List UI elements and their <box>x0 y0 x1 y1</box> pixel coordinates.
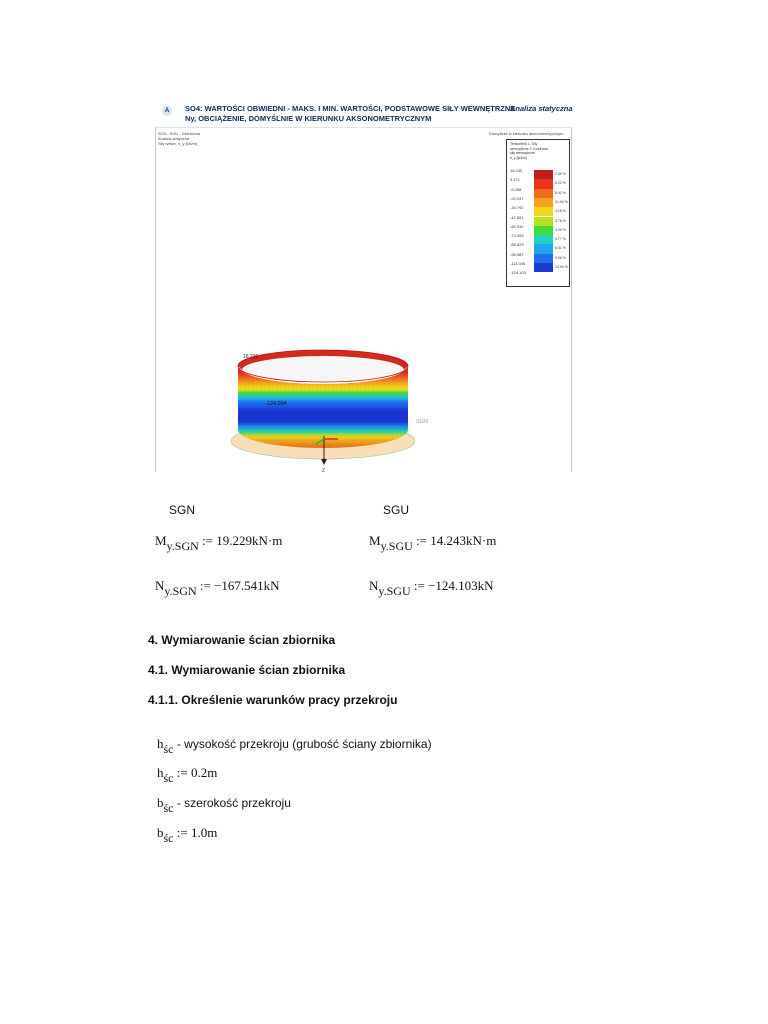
heading-4-1-1: 4.1.1. Określenie warunków pracy przekroju <box>148 693 398 707</box>
legend-color-swatch <box>534 179 553 188</box>
legend-color-swatch <box>534 244 553 253</box>
h-value-subscript: śc <box>163 771 174 785</box>
legend-color-swatch <box>534 189 553 198</box>
axis-z-label: Z <box>322 468 326 474</box>
h-value-symbol: h <box>157 765 164 780</box>
sgn-marker-label: SGN <box>416 419 428 425</box>
n-sgu-symbol: N <box>369 578 379 593</box>
n-sgn-formula <box>155 578 280 599</box>
h-subscript: śc <box>163 742 174 756</box>
n-sgn-value: := −167.541kN <box>199 578 280 593</box>
figure-title-line2: Ny, OBCIĄŻENIE, DOMYŚLNIE W KIERUNKU AKSONOMETRYCZNYM <box>185 114 432 123</box>
legend-value: 16.230 <box>510 168 523 173</box>
legend-percent: 3.77 % <box>555 237 566 242</box>
legend-value: -124.103 <box>510 270 526 276</box>
m-sgn-value: := 19.229kN·m <box>202 533 283 548</box>
legend-value: -34.792 <box>510 205 524 211</box>
n-sgu-formula <box>369 578 494 599</box>
h-description-line <box>157 736 432 757</box>
sgn-header: SGN <box>169 503 196 517</box>
legend-percent: 8.42 % <box>555 190 566 195</box>
legend-value: -98.587 <box>510 251 524 257</box>
info-line-1: SO4 - SGU - Graniczna <box>158 131 201 136</box>
n-sgn-symbol: N <box>155 578 165 593</box>
figure-title <box>185 104 573 124</box>
m-sgu-symbol: M <box>369 533 381 548</box>
analysis-type-label: Analiza statyczna <box>510 104 573 113</box>
h-symbol: h <box>157 736 164 751</box>
color-legend <box>506 139 570 287</box>
n-sgu-value: := −124.103kN <box>413 578 494 593</box>
legend-percent: 6.31 % <box>555 246 566 251</box>
heading-4-1: 4.1. Wymiarowanie ścian zbiornika <box>148 663 346 677</box>
tank-3d-model <box>228 344 428 474</box>
legend-percent: 12.94 % <box>555 265 568 269</box>
legend-percent: 5.06 % <box>555 255 566 260</box>
legend-value: -60.310 <box>510 223 524 229</box>
legend-value: -73.069 <box>510 233 524 239</box>
n-sgu-subscript: y.SGU <box>378 584 411 598</box>
info-line-2: Analiza statyczna <box>158 136 190 141</box>
min-value-label: -124.094 <box>265 401 287 407</box>
legend-percent: 4.18 % <box>555 209 566 214</box>
legend-percent: 2.09 % <box>555 172 566 176</box>
legend-value: -111.346 <box>510 261 526 266</box>
b-value-line <box>157 825 217 846</box>
legend-title-line4: n_y [kN/m] <box>510 155 527 160</box>
legend-value: -47.551 <box>510 214 524 220</box>
heading-4: 4. Wymiarowanie ścian zbiornika <box>148 633 336 647</box>
h-description: - wysokość przekroju (grubość ściany zbiornika) <box>173 737 432 751</box>
m-sgu-value: := 14.243kN·m <box>416 533 497 548</box>
legend-color-swatch <box>534 198 553 207</box>
m-sgu-formula <box>369 533 496 554</box>
figure-info <box>158 131 200 146</box>
legend-color-swatch <box>534 217 553 226</box>
m-sgu-subscript: y.SGU <box>380 539 413 553</box>
legend-title-line3: siły wewnętrzne <box>510 151 535 155</box>
legend-color-swatch <box>534 226 553 235</box>
legend-percent: 6.22 % <box>555 181 566 186</box>
b-value: := 1.0m <box>176 825 218 840</box>
legend-title-line1: Tensorfield 1: Siły <box>510 142 538 146</box>
n-sgn-subscript: y.SGN <box>164 584 197 598</box>
legend-color-swatch <box>534 207 553 216</box>
legend-color-swatch <box>534 254 553 263</box>
sgu-header: SGU <box>383 503 410 517</box>
max-value-label: 16.230 <box>243 354 259 360</box>
legend-color-swatch <box>534 263 553 272</box>
h-value: := 0.2m <box>176 765 218 780</box>
info-line-3: Siły wewn. n_y [kN/m] <box>158 141 198 146</box>
legend-title <box>510 142 560 160</box>
figure-title-line1: SO4: WARTOŚCI OBWIEDNI - MAKS. I MIN. WARTOŚCI, PODSTAWOWE SIŁY WEWNĘTRZNE <box>185 104 516 113</box>
b-value-symbol: b <box>157 825 164 840</box>
m-sgn-formula <box>155 533 282 554</box>
legend-percent: 3.76 % <box>555 218 566 223</box>
legend-title-line2: wewnętrzne 1: Kołdrowe <box>510 146 549 151</box>
legend-value: -22.047 <box>510 195 524 201</box>
legend-percent: 4.20 % <box>555 227 566 232</box>
h-value-line <box>157 765 217 786</box>
figure-badge: A <box>162 106 172 116</box>
b-subscript: śc <box>163 801 174 815</box>
legend-percent: 41.94 % <box>555 199 568 204</box>
b-value-subscript: śc <box>163 831 174 845</box>
m-sgn-symbol: M <box>155 533 167 548</box>
legend-value: -85.829 <box>510 242 524 248</box>
legend-color-swatch <box>534 235 553 244</box>
b-description: - szerokość przekroju <box>173 796 291 810</box>
b-description-line <box>157 795 291 816</box>
legend-value: -9.288 <box>510 186 522 192</box>
m-sgn-subscript: y.SGN <box>166 539 199 553</box>
legend-color-swatch <box>534 170 553 179</box>
b-symbol: b <box>157 795 164 810</box>
legend-value: 3.471 <box>510 177 521 183</box>
projection-label: Domyślnie w kierunku aksonometrycznym <box>489 131 564 136</box>
